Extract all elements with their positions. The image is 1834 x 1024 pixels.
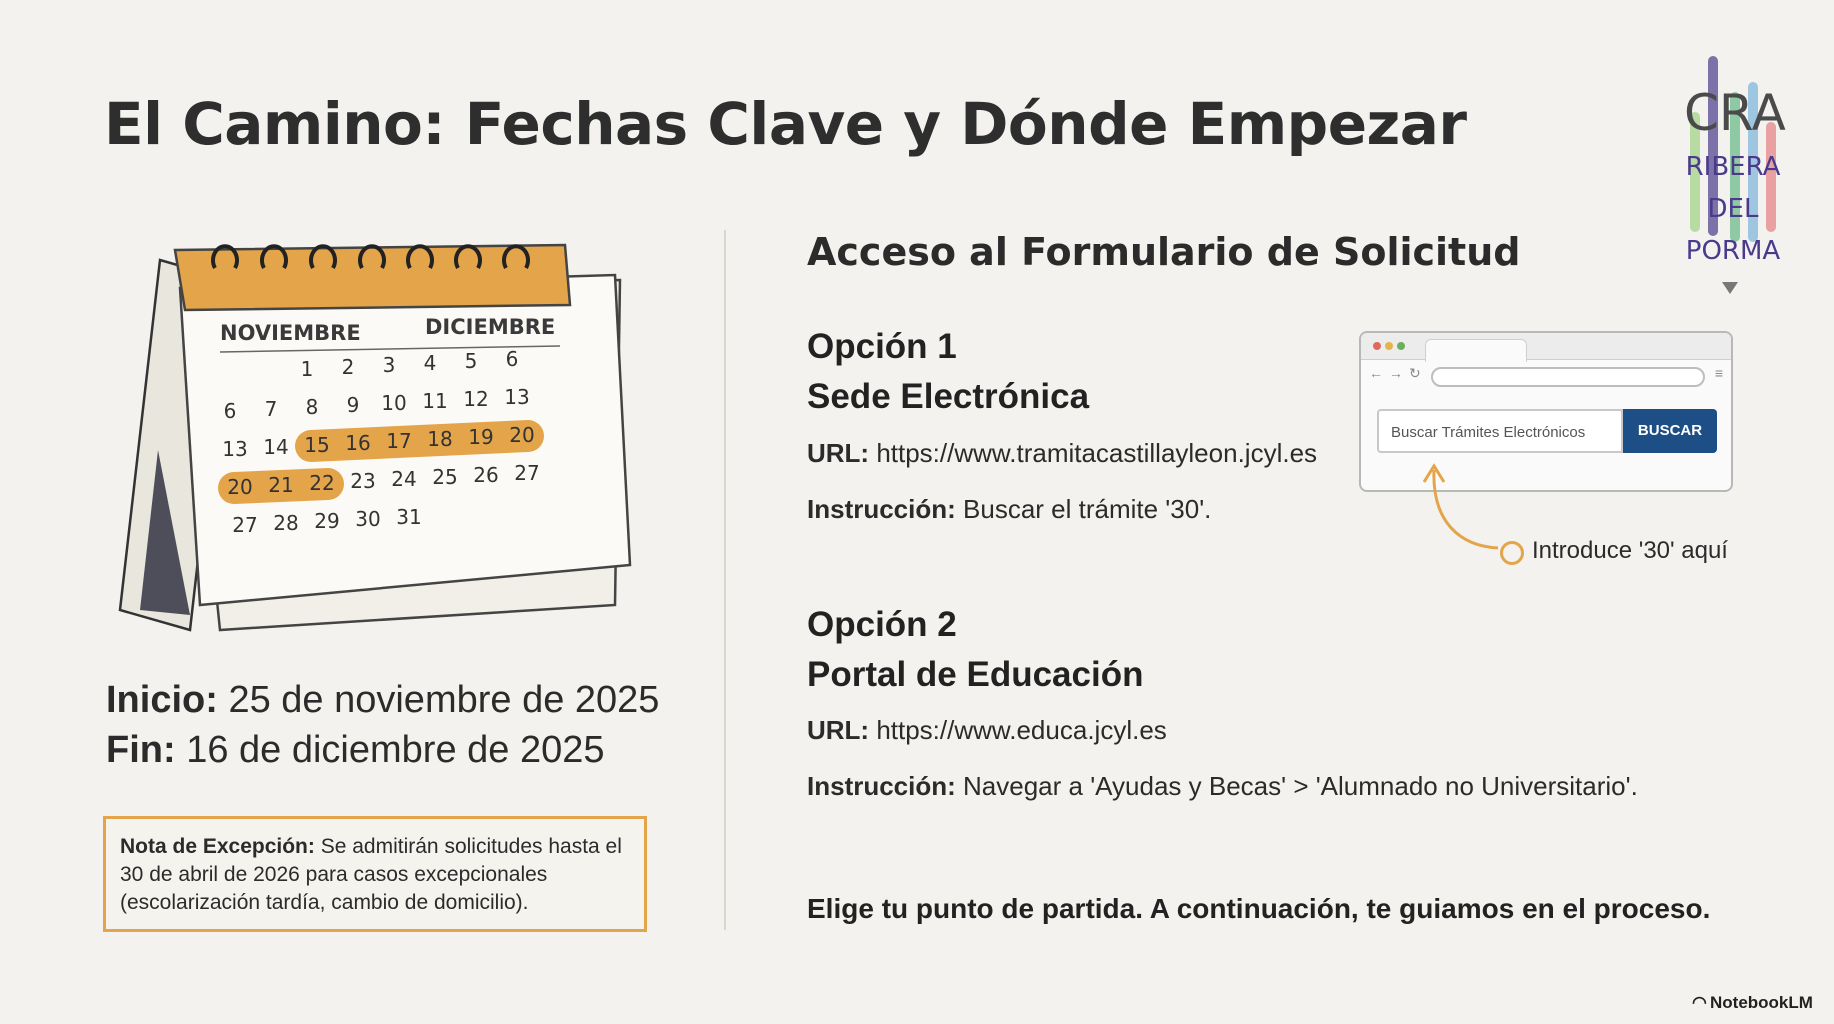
calendar-day: 13 <box>504 385 530 409</box>
column-divider <box>724 230 726 930</box>
calendar-day: 16 <box>345 431 371 455</box>
section-title: Acceso al Formulario de Solicitud <box>807 230 1521 274</box>
calendar-day: 13 <box>222 437 248 461</box>
calendar-day: 22 <box>309 471 335 495</box>
calendar-day: 6 <box>505 347 519 371</box>
option1-url-link[interactable]: https://www.tramitacastillayleon.jcyl.es <box>869 438 1318 468</box>
browser-titlebar <box>1361 333 1731 360</box>
hint-text: Introduce '30' aquí <box>1532 537 1728 564</box>
calendar-day: 28 <box>273 511 299 535</box>
browser-nav-row <box>1369 365 1723 385</box>
option1-url-label: URL: <box>807 438 870 468</box>
option1-instruction-text: Buscar el trámite '30'. <box>955 494 1212 524</box>
notebooklm-icon: ◠ <box>1692 993 1707 1012</box>
calendar-day: 30 <box>355 507 381 531</box>
option1-number: Opción 1 <box>807 327 957 366</box>
calendar-day: 21 <box>268 473 294 497</box>
browser-url-bar <box>1431 367 1705 387</box>
calendar-day: 10 <box>381 391 407 415</box>
option2-url-link[interactable]: https://www.educa.jcyl.es <box>869 715 1167 745</box>
option2-url <box>807 715 1167 746</box>
close-dot-icon <box>1373 342 1381 350</box>
browser-mockup <box>1359 331 1733 492</box>
hint-circle-icon <box>1500 541 1524 565</box>
search-input: Buscar Trámites Electrónicos <box>1377 409 1623 453</box>
calendar-day: 29 <box>314 509 340 533</box>
browser-tab <box>1425 339 1527 362</box>
desk-calendar-illustration <box>110 220 640 640</box>
start-date-label: Inicio: <box>106 679 218 721</box>
calendar-day: 8 <box>305 395 319 419</box>
option1-heading <box>807 322 1089 422</box>
calendar-day: 20 <box>227 475 253 499</box>
calendar-day: 3 <box>382 353 396 377</box>
calendar-day: 26 <box>473 463 499 487</box>
maximize-dot-icon <box>1397 342 1405 350</box>
end-date <box>106 725 659 775</box>
forward-arrow-icon: → <box>1389 365 1403 381</box>
calendar-day: 19 <box>468 425 494 449</box>
option2-url-label: URL: <box>807 715 870 745</box>
exception-note-text: Se admitirán solicitudes hasta el 30 de abril de 2026 para casos excepcionales (escolarización tardía, cambio de domicilio). <box>120 835 622 914</box>
calendar-day: 24 <box>391 467 417 491</box>
key-dates <box>106 675 659 775</box>
start-date <box>106 675 659 725</box>
option1-instruction <box>807 494 1211 525</box>
exception-note <box>103 816 647 932</box>
logo-line-porma: PORMA <box>1685 236 1781 266</box>
calendar-day: 23 <box>350 469 376 493</box>
calendar-day: 31 <box>396 505 422 529</box>
logo-line-ribera: RIBERA <box>1685 152 1781 182</box>
menu-icon: ≡ <box>1714 365 1723 381</box>
search-button: BUSCAR <box>1623 409 1717 453</box>
footer-text: Elige tu punto de partida. A continuación, te guiamos en el proceso. <box>807 893 1711 924</box>
calendar-day: 14 <box>263 435 289 459</box>
calendar-day: 6 <box>223 399 237 423</box>
notebooklm-brand <box>1692 993 1813 1013</box>
option2-instruction-label: Instrucción: <box>807 771 956 801</box>
calendar-day: 4 <box>423 351 437 375</box>
cra-logo <box>1660 52 1800 302</box>
option1-instruction-label: Instrucción: <box>807 494 956 524</box>
exception-note-label: Nota de Excepción: <box>120 835 315 858</box>
calendar-graphic <box>110 220 640 640</box>
calendar-day: 7 <box>264 397 278 421</box>
end-date-value: 16 de diciembre de 2025 <box>175 729 605 771</box>
calendar-month-left: NOVIEMBRE <box>220 321 361 345</box>
option1-url <box>807 438 1317 469</box>
logo-line-del: DEL <box>1707 194 1759 224</box>
option2-instruction <box>807 771 1638 802</box>
calendar-day: 2 <box>341 355 355 379</box>
option1-name: Sede Electrónica <box>807 377 1090 416</box>
logo-cra-text: CRA <box>1684 84 1786 142</box>
reload-icon: ↻ <box>1409 365 1421 381</box>
end-date-label: Fin: <box>106 729 176 771</box>
hint-arrow-icon <box>1420 462 1510 552</box>
option2-heading <box>807 600 1143 700</box>
calendar-day: 20 <box>509 423 535 447</box>
option2-instruction-text: Navegar a 'Ayudas y Becas' > 'Alumnado no Universitario'. <box>955 771 1638 801</box>
calendar-day: 17 <box>386 429 412 453</box>
calendar-day: 5 <box>464 349 478 373</box>
back-arrow-icon: ← <box>1369 365 1383 381</box>
option2-number: Opción 2 <box>807 605 957 644</box>
calendar-day: 18 <box>427 427 453 451</box>
start-date-value: 25 de noviembre de 2025 <box>217 679 660 721</box>
calendar-day: 1 <box>300 357 314 381</box>
calendar-day: 15 <box>304 433 330 457</box>
calendar-day: 12 <box>463 387 489 411</box>
page-title: El Camino: Fechas Clave y Dónde Empezar <box>104 90 1467 158</box>
option2-name: Portal de Educación <box>807 655 1144 694</box>
calendar-day: 27 <box>232 513 258 537</box>
brand-text: NotebookLM <box>1710 993 1813 1012</box>
calendar-month-right: DICIEMBRE <box>425 315 556 339</box>
calendar-day: 25 <box>432 465 458 489</box>
calendar-day: 11 <box>422 389 448 413</box>
minimize-dot-icon <box>1385 342 1393 350</box>
calendar-day: 9 <box>346 393 360 417</box>
calendar-day: 27 <box>514 461 540 485</box>
